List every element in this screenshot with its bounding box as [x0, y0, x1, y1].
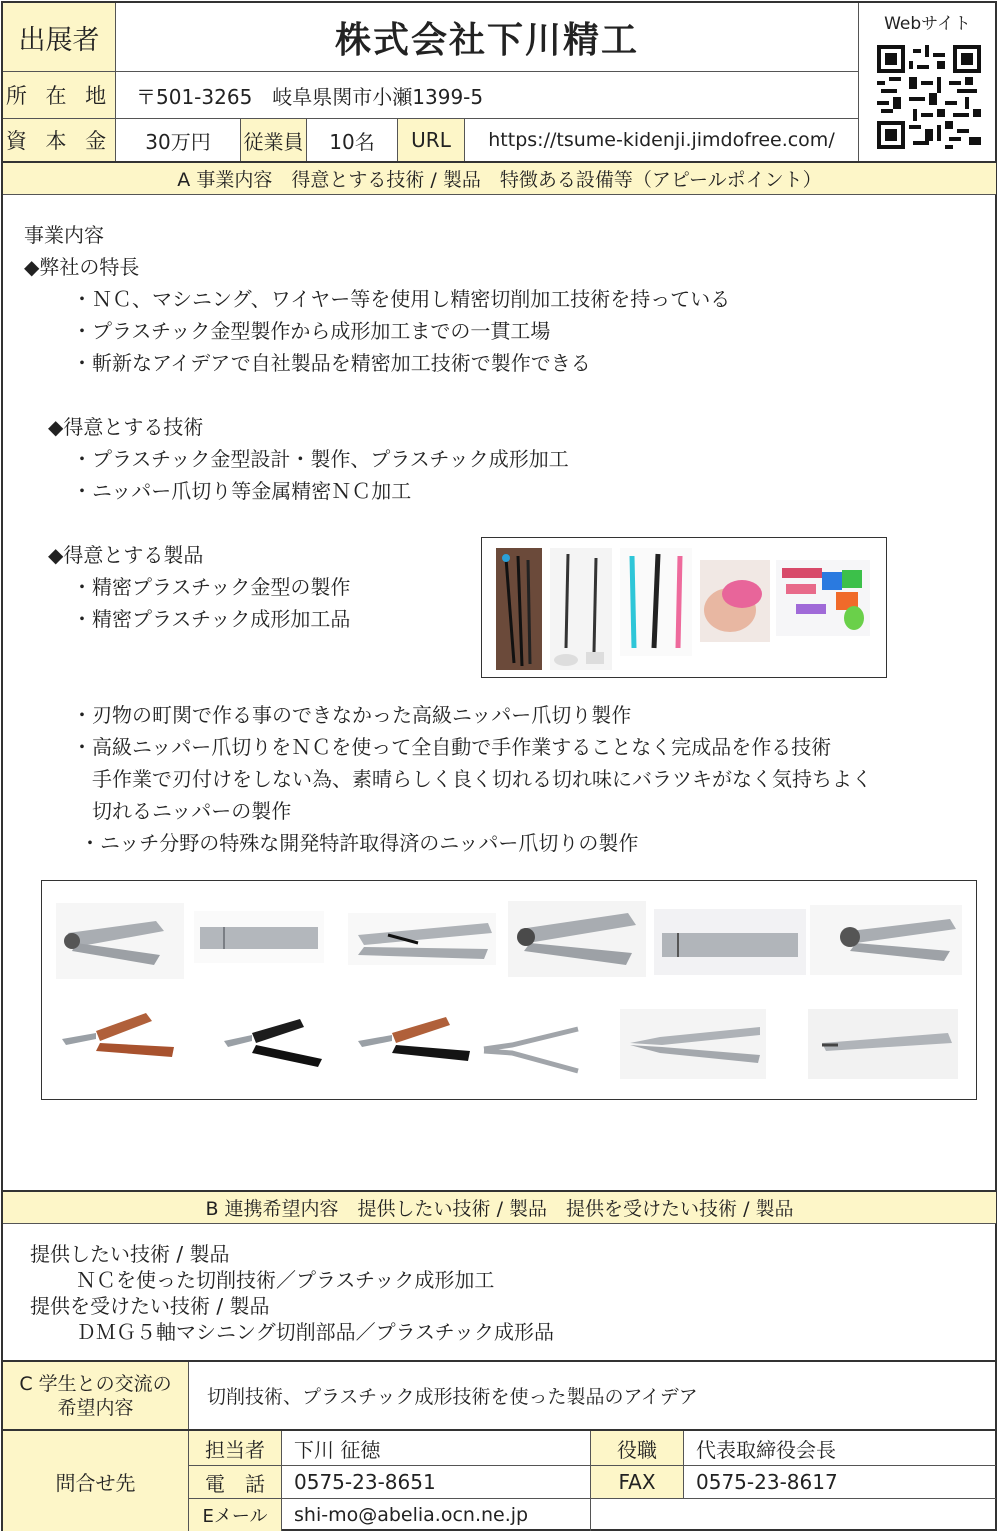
contact-label-cell — [3, 1431, 188, 1531]
grid-line — [240, 119, 241, 161]
phone-label-cell — [189, 1466, 281, 1498]
exhibitor-label-cell — [3, 3, 115, 71]
nipper-item-1: ・刃物の町関で作る事のできなかった高級ニッパー爪切り製作 — [72, 703, 632, 727]
contact-label: 問合せ先 — [55, 1470, 136, 1495]
email-cell — [282, 1499, 590, 1531]
employees-cell — [307, 119, 397, 161]
exhibitor-label: 出展者 — [18, 24, 100, 56]
nipper-item-4: 切れるニッパーの製作 — [72, 799, 292, 823]
wood-handle-nipper-image — [56, 1009, 180, 1073]
section-b-header — [3, 1192, 996, 1224]
section-b-title: B 連携希望内容 提供したい技術 / 製品 提供を受けたい技術 / 製品 — [205, 1198, 794, 1220]
grid-line — [115, 3, 116, 161]
employees-value: 10名 — [329, 129, 375, 154]
grid-line — [281, 1431, 282, 1531]
capital-value: 30万円 — [145, 129, 211, 154]
tech-item-1: ・プラスチック金型設計・製作、プラスチック成形加工 — [72, 447, 569, 471]
feature-item-3: ・斬新なアイデアで自社製品を精密加工技術で製作できる — [72, 351, 591, 375]
steel-bar-image — [194, 911, 324, 963]
capital-cell — [116, 119, 240, 161]
feature-item-2: ・プラスチック金型製作から成形加工までの一貫工場 — [72, 319, 551, 343]
steel-nipper-image-3 — [810, 905, 962, 975]
grid-line — [858, 3, 859, 161]
address-cell — [116, 72, 858, 118]
phone-cell — [282, 1466, 590, 1498]
section-c-label-line2: 希望内容 — [57, 1396, 134, 1419]
person-label: 担当者 — [205, 1437, 265, 1462]
email-link[interactable]: shi-mo@abelia.ocn.ne.jp — [294, 1504, 529, 1526]
fax-value: 0575-23-8617 — [696, 1470, 838, 1494]
grid-line — [464, 119, 465, 161]
steel-bar-image-2 — [654, 909, 806, 975]
receive-value: ＤＭＧ５軸マシニング切削部品／プラスチック成形品 — [76, 1320, 554, 1344]
pink-brush-image — [700, 560, 770, 642]
products-heading: ◆得意とする製品 — [48, 543, 204, 567]
receive-heading: 提供を受けたい技術 / 製品 — [30, 1294, 270, 1318]
role-value: 代表取締役会長 — [696, 1437, 836, 1462]
person-cell — [282, 1431, 590, 1465]
section-c-label-cell — [3, 1362, 188, 1429]
plastic-tools-image — [496, 548, 542, 670]
email-label: Eメール — [202, 1506, 268, 1527]
website-qr-cell — [859, 3, 996, 161]
person-label-cell — [189, 1431, 281, 1465]
steel-tweezer-nipper-image — [808, 1009, 958, 1079]
tech-item-2: ・ニッパー爪切り等金属精密ＮＣ加工 — [72, 479, 412, 503]
capital-label-cell — [3, 119, 115, 161]
grid-line — [3, 71, 859, 72]
product-item-1: ・精密プラスチック金型の製作 — [72, 575, 351, 599]
address-label: 所 在 地 — [5, 84, 113, 108]
fax-cell — [684, 1466, 996, 1498]
grid-line — [397, 119, 398, 161]
offer-value: ＮＣを使った切削技術／プラスチック成形加工 — [76, 1268, 495, 1292]
nipper-item-3: 手作業で刃付けをしない為、素晴らしく良く切れる切れ味にバラツキがなく気持ちよく — [72, 767, 872, 791]
email-label-cell — [189, 1499, 281, 1531]
role-label: 役職 — [617, 1437, 657, 1462]
address-value: 〒501-3265 岐阜県関市小瀬1399-5 — [136, 84, 484, 109]
section-a-title: A 事業内容 得意とする技術 / 製品 特徴ある設備等（アピールポイント） — [177, 169, 822, 191]
nipper-products-photo — [41, 880, 977, 1100]
url-label-cell — [398, 119, 464, 161]
section-c-label-line1: C 学生との交流の — [19, 1372, 172, 1395]
section-a-header — [3, 163, 996, 195]
steel-nipper-open-image — [478, 1021, 584, 1077]
employees-label-cell — [241, 119, 306, 161]
grid-line — [189, 1465, 996, 1466]
business-heading: 事業内容 — [24, 223, 104, 247]
features-heading: ◆弊社の特長 — [24, 255, 140, 279]
email-empty-cell — [591, 1499, 996, 1531]
grid-line — [3, 118, 859, 119]
steel-nipper-closed-image — [620, 1009, 766, 1079]
colored-picks-image — [620, 548, 692, 656]
steel-nipper-image — [56, 903, 184, 979]
website-label: Webサイト — [884, 14, 971, 34]
company-name: 株式会社下川精工 — [334, 19, 639, 61]
nipper-item-2: ・高級ニッパー爪切りをＮＣを使って全自動で手作業することなく完成品を作る技術 — [72, 735, 832, 759]
phone-label: 電 話 — [205, 1471, 265, 1496]
grid-line — [189, 1498, 996, 1499]
tech-heading: ◆得意とする技術 — [48, 415, 204, 439]
feature-item-1: ・ＮＣ、マシニング、ワイヤー等を使用し精密切削加工技術を持っている — [72, 287, 731, 311]
colorful-parts-image — [776, 560, 870, 636]
url-label: URL — [411, 128, 451, 152]
black-handle-nipper-image — [218, 1015, 328, 1073]
capital-label: 資 本 金 — [5, 129, 113, 153]
phone-value[interactable]: 0575-23-8651 — [294, 1470, 436, 1494]
role-cell — [684, 1431, 996, 1465]
plastic-probe-image — [550, 548, 612, 670]
steel-nipper-image-2 — [508, 901, 646, 977]
person-value: 下川 征徳 — [294, 1437, 381, 1462]
employees-label: 従業員 — [243, 129, 304, 154]
fax-label: FAX — [618, 1470, 656, 1494]
offer-heading: 提供したい技術 / 製品 — [30, 1242, 230, 1266]
qr-code-icon[interactable] — [877, 45, 981, 149]
role-label-cell — [591, 1431, 683, 1465]
mixed-handle-nipper-image — [352, 1011, 476, 1073]
grid-line — [590, 1431, 591, 1531]
section-c-content: 切削技術、プラスチック成形技術を使った製品のアイデア — [207, 1386, 698, 1408]
address-label-cell — [3, 72, 115, 118]
nipper-item-5: ・ニッチ分野の特殊な開発特許取得済のニッパー爪切りの製作 — [80, 831, 639, 855]
website-link[interactable]: https://tsume-kidenji.jimdofree.com/ — [488, 129, 835, 151]
url-cell — [465, 119, 858, 161]
grid-line — [683, 1431, 684, 1498]
fax-label-cell — [591, 1466, 683, 1498]
product-item-2: ・精密プラスチック成形加工品 — [72, 607, 351, 631]
plastic-products-photo — [481, 537, 887, 678]
grid-line — [306, 119, 307, 161]
nipper-open-image — [348, 913, 496, 965]
section-c-content-cell — [189, 1362, 996, 1429]
company-name-cell — [116, 3, 858, 71]
